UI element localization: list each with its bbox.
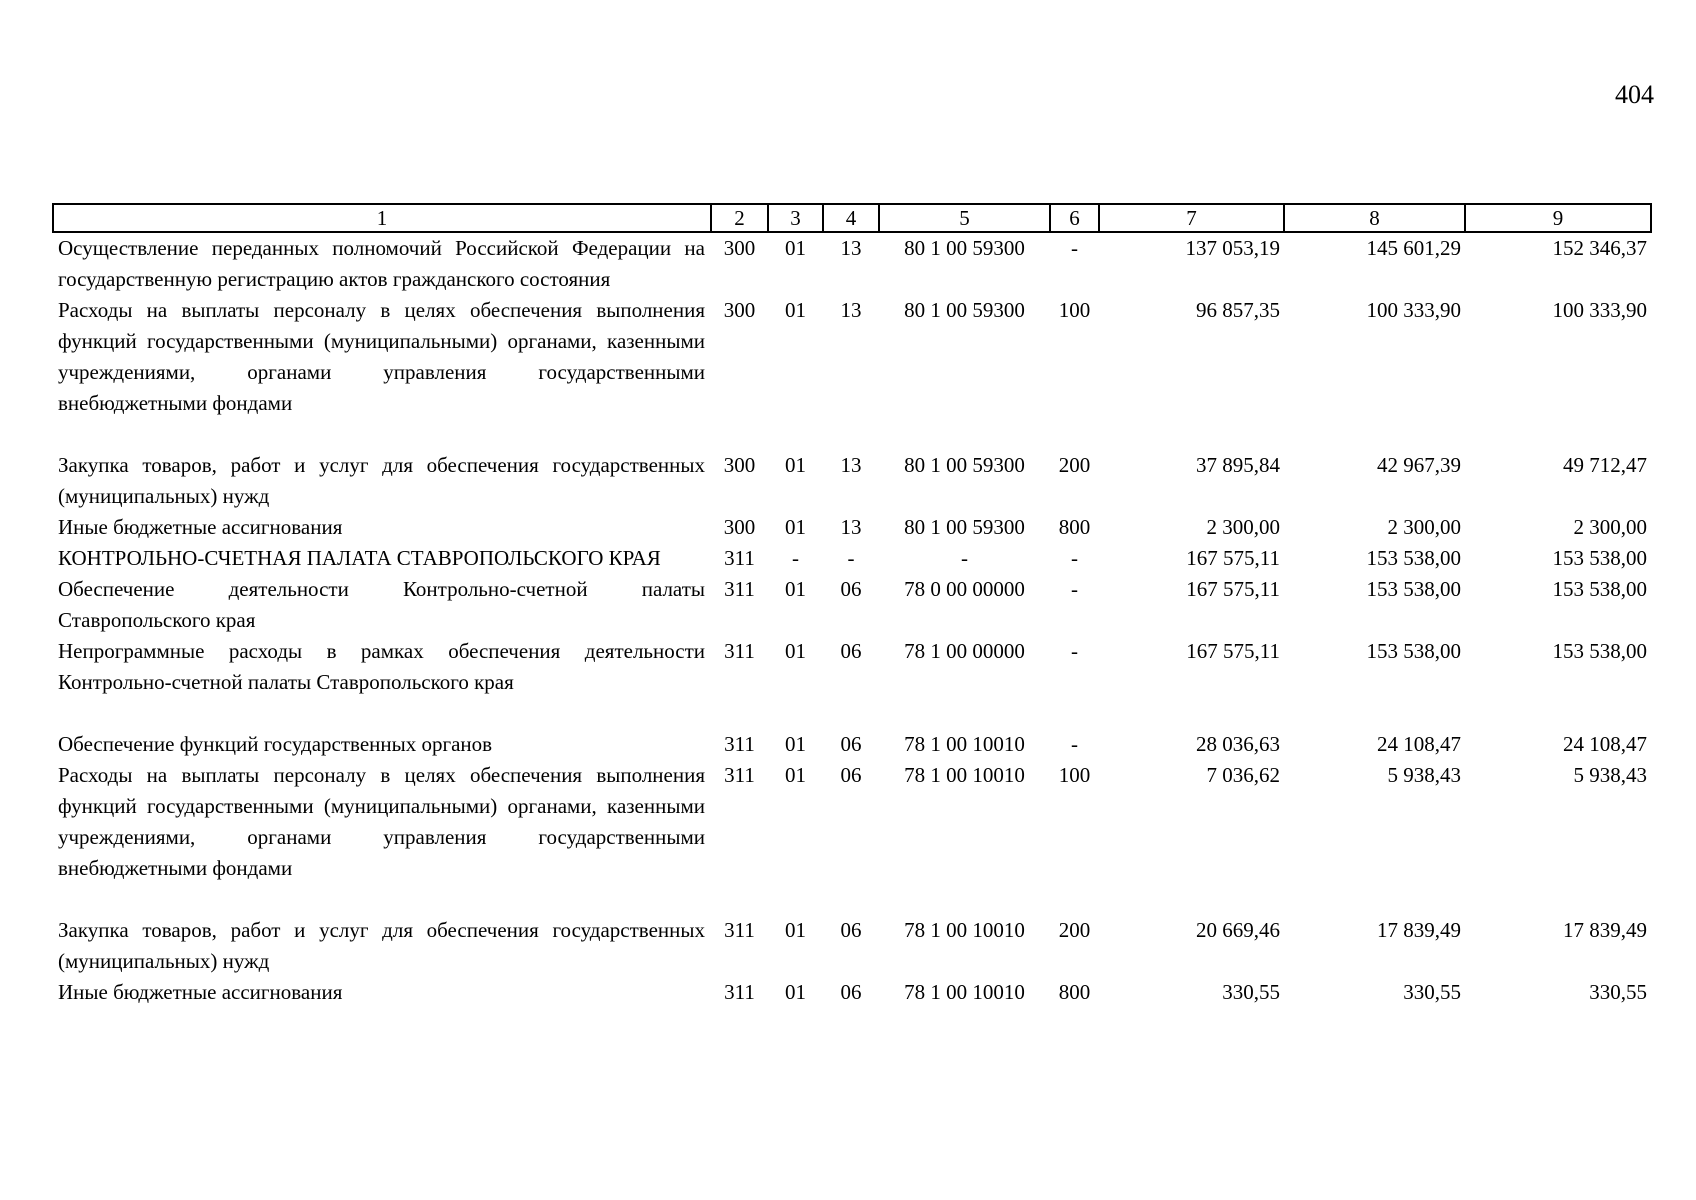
table-body (53, 232, 1651, 1008)
cell-col4: 06 (840, 732, 862, 756)
cell-col5: 78 0 00 00000 (904, 577, 1025, 601)
cell-col3: 01 (785, 453, 806, 477)
table-row (53, 450, 1651, 512)
cell-col3: 01 (785, 980, 806, 1004)
table-row (53, 977, 1651, 1008)
column-header: 4 (823, 204, 879, 232)
cell-col4: 06 (840, 577, 862, 601)
column-header: 6 (1050, 204, 1099, 232)
cell-col9: 17 839,49 (1563, 918, 1647, 942)
cell-col9: 330,55 (1589, 980, 1647, 1004)
cell-col7: 167 575,11 (1186, 639, 1280, 663)
cell-col3: 01 (785, 639, 806, 663)
cell-col2: 311 (724, 732, 755, 756)
cell-col9: 152 346,37 (1552, 236, 1647, 260)
row-name: Закупка товаров, работ и услуг для обеспечения государственных (муниципальных) нужд (58, 453, 705, 508)
column-header: 7 (1099, 204, 1284, 232)
cell-col5: 78 1 00 10010 (904, 732, 1025, 756)
cell-col6: 100 (1058, 298, 1091, 322)
cell-col8: 17 839,49 (1377, 918, 1461, 942)
cell-col8: 24 108,47 (1377, 732, 1461, 756)
cell-col9: 24 108,47 (1563, 732, 1647, 756)
row-name: Обеспечение функций государственных органов (58, 732, 493, 756)
cell-col6: 800 (1058, 980, 1091, 1004)
row-name: Иные бюджетные ассигнования (58, 515, 343, 539)
row-name: КОНТРОЛЬНО-СЧЕТНАЯ ПАЛАТА СТАВРОПОЛЬСКОГО КРАЯ (58, 546, 661, 570)
cell-col3: 01 (785, 763, 806, 787)
cell-col4: 06 (840, 639, 862, 663)
cell-col2: 311 (724, 639, 755, 663)
cell-col8: 153 538,00 (1366, 577, 1461, 601)
cell-col6: 800 (1058, 515, 1091, 539)
cell-col9: 49 712,47 (1563, 453, 1647, 477)
column-header: 5 (879, 204, 1050, 232)
cell-col5: - (961, 546, 968, 570)
row-name: Непрограммные расходы в рамках обеспечения деятельности Контрольно-счетной палаты Ставропольского края (58, 639, 705, 694)
cell-col2: 311 (724, 763, 755, 787)
cell-col2: 311 (724, 980, 755, 1004)
cell-col9: 5 938,43 (1573, 763, 1647, 787)
cell-col7: 20 669,46 (1196, 918, 1280, 942)
table-row (53, 915, 1651, 977)
cell-col3: - (792, 546, 799, 570)
cell-col6: - (1071, 639, 1078, 663)
cell-col6: - (1071, 577, 1078, 601)
cell-col3: 01 (785, 236, 806, 260)
cell-col7: 37 895,84 (1196, 453, 1280, 477)
table-row (53, 543, 1651, 574)
column-header: 8 (1284, 204, 1465, 232)
cell-col9: 100 333,90 (1552, 298, 1647, 322)
cell-col5: 80 1 00 59300 (904, 515, 1025, 539)
cell-col4: 06 (840, 918, 862, 942)
column-header: 1 (53, 204, 711, 232)
cell-col4: 06 (840, 763, 862, 787)
column-header: 3 (768, 204, 823, 232)
cell-col8: 42 967,39 (1377, 453, 1461, 477)
row-name: Расходы на выплаты персоналу в целях обеспечения выполнения функций государственными (муниципальными) органами, казенными учреждениями, органами управления государственными внебюджетными фондами (58, 298, 705, 415)
cell-col5: 78 1 00 00000 (904, 639, 1025, 663)
cell-col9: 153 538,00 (1552, 639, 1647, 663)
cell-col9: 2 300,00 (1573, 515, 1647, 539)
cell-col2: 300 (723, 298, 756, 322)
table-row (53, 512, 1651, 543)
row-name: Обеспечение деятельности Контрольно-счетной палаты Ставропольского края (58, 577, 705, 632)
cell-col4: 06 (840, 980, 862, 1004)
cell-col9: 153 538,00 (1552, 546, 1647, 570)
cell-col2: 311 (724, 577, 755, 601)
cell-col7: 167 575,11 (1186, 546, 1280, 570)
cell-col2: 300 (723, 236, 756, 260)
cell-col3: 01 (785, 515, 806, 539)
cell-col8: 5 938,43 (1387, 763, 1461, 787)
cell-col4: 13 (840, 453, 862, 477)
page-number: 404 (1615, 80, 1654, 109)
row-name: Закупка товаров, работ и услуг для обеспечения государственных (муниципальных) нужд (58, 918, 705, 973)
cell-col7: 137 053,19 (1185, 236, 1280, 260)
table-row (53, 636, 1651, 729)
cell-col8: 153 538,00 (1366, 546, 1461, 570)
column-header: 2 (711, 204, 768, 232)
cell-col8: 330,55 (1403, 980, 1461, 1004)
cell-col7: 28 036,63 (1196, 732, 1280, 756)
cell-col7: 167 575,11 (1186, 577, 1280, 601)
cell-col5: 80 1 00 59300 (904, 298, 1025, 322)
cell-col8: 153 538,00 (1366, 639, 1461, 663)
cell-col8: 100 333,90 (1366, 298, 1461, 322)
cell-col5: 80 1 00 59300 (904, 236, 1025, 260)
cell-col4: - (847, 546, 855, 570)
cell-col7: 330,55 (1222, 980, 1280, 1004)
table-row (53, 232, 1651, 295)
budget-table (52, 203, 1652, 1008)
table-row (53, 574, 1651, 636)
cell-col8: 2 300,00 (1387, 515, 1461, 539)
table-row (53, 295, 1651, 450)
cell-col6: 100 (1058, 763, 1091, 787)
cell-col3: 01 (785, 298, 806, 322)
cell-col6: 200 (1058, 453, 1091, 477)
cell-col6: - (1071, 546, 1078, 570)
cell-col6: 200 (1058, 918, 1091, 942)
row-name: Осуществление переданных полномочий Российской Федерации на государственную регистрацию актов гражданского состояния (58, 236, 705, 291)
cell-col5: 78 1 00 10010 (904, 763, 1025, 787)
cell-col3: 01 (785, 732, 806, 756)
cell-col5: 80 1 00 59300 (904, 453, 1025, 477)
cell-col5: 78 1 00 10010 (904, 980, 1025, 1004)
cell-col5: 78 1 00 10010 (904, 918, 1025, 942)
cell-col2: 300 (723, 515, 756, 539)
table-row (53, 729, 1651, 760)
table-header (53, 204, 1651, 232)
table-row (53, 760, 1651, 915)
header-row (53, 204, 1651, 232)
cell-col3: 01 (785, 577, 806, 601)
cell-col2: 300 (723, 453, 756, 477)
cell-col2: 311 (724, 546, 755, 570)
cell-col4: 13 (840, 515, 862, 539)
cell-col9: 153 538,00 (1552, 577, 1647, 601)
cell-col4: 13 (840, 298, 862, 322)
cell-col7: 2 300,00 (1206, 515, 1280, 539)
cell-col6: - (1071, 732, 1078, 756)
cell-col7: 96 857,35 (1196, 298, 1280, 322)
cell-col4: 13 (840, 236, 862, 260)
cell-col7: 7 036,62 (1206, 763, 1280, 787)
row-name: Иные бюджетные ассигнования (58, 980, 343, 1004)
cell-col6: - (1071, 236, 1078, 260)
cell-col2: 311 (724, 918, 755, 942)
row-name: Расходы на выплаты персоналу в целях обеспечения выполнения функций государственными (муниципальными) органами, казенными учреждениями, органами управления государственными внебюджетными фондами (58, 763, 705, 880)
cell-col8: 145 601,29 (1366, 236, 1461, 260)
column-header: 9 (1465, 204, 1651, 232)
cell-col3: 01 (785, 918, 806, 942)
